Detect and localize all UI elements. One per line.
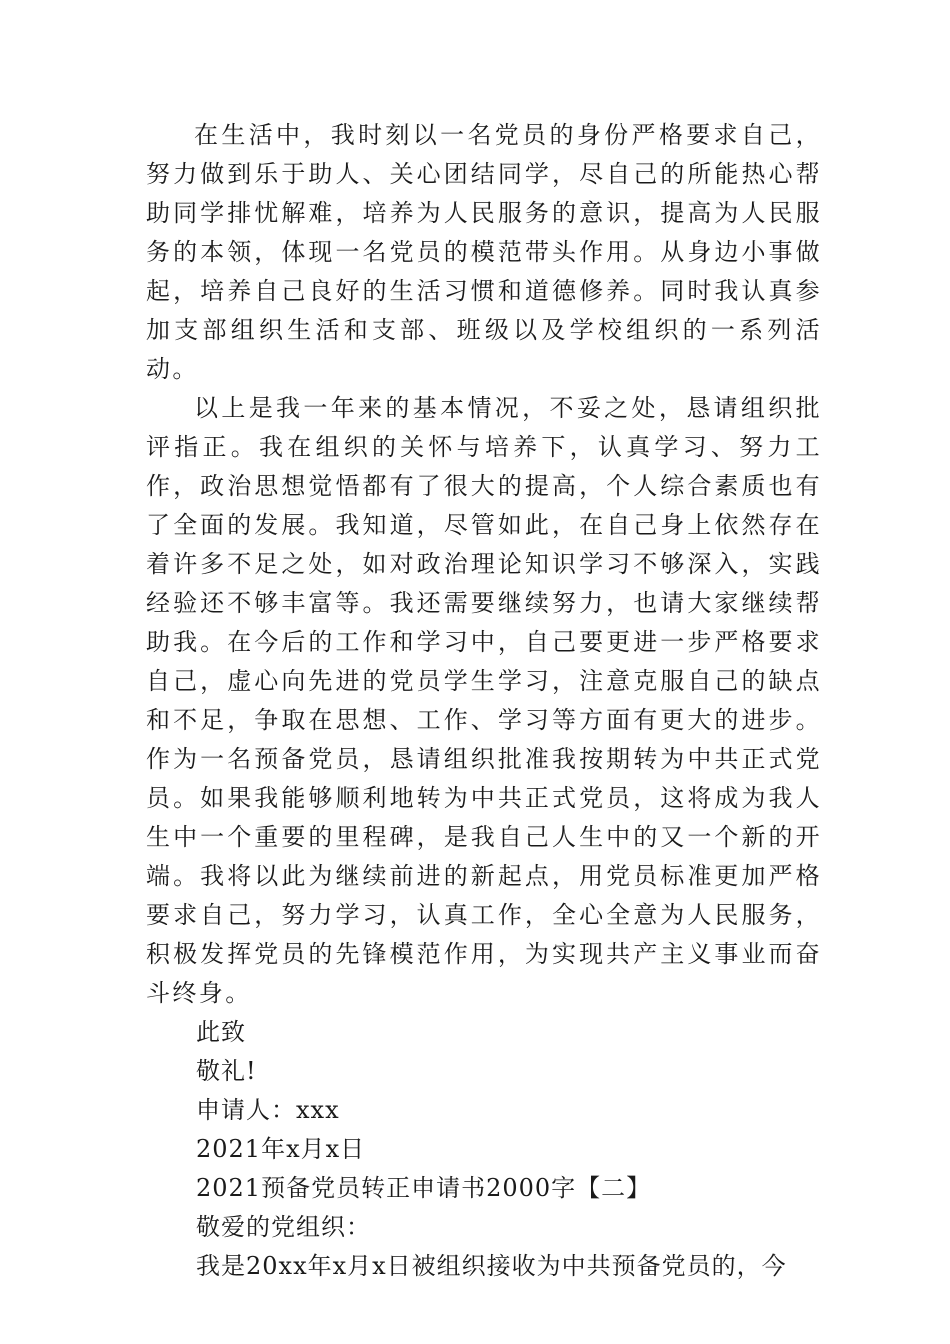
paragraph-life: 在生活中，我时刻以一名党员的身份严格要求自己，努力做到乐于助人、关心团结同学，尽自己的所能热心帮助同学排忧解难，培养为人民服务的意识，提高为人民服务的本领，体现一名党员的模范带头作用。从身边小事做起，培养自己良好的生活习惯和道德修养。同时我认真参加支部组织生活和支部、班级以及学校组织的一系列活动。: [146, 121, 822, 383]
section-title: 2021预备党员转正申请书2000字【二】: [196, 1174, 652, 1202]
paragraph-summary: 以上是我一年来的基本情况，不妥之处，恳请组织批评指正。我在组织的关怀与培养下，认真学习、努力工作，政治思想觉悟都有了很大的提高，个人综合素质也有了全面的发展。我知道，尽管如此，在自己身上依然存在着许多不足之处，如对政治理论知识学习不够深入，实践经验还不够丰富等。我还需要继续努力，也请大家继续帮助我。在今后的工作和学习中，自己要更进一步严格要求自己，虚心向先进的党员学生学习，注意克服自己的缺点和不足，争取在思想、工作、学习等方面有更大的进步。作为一名预备党员，恳请组织批准我按期转为中共正式党员。如果我能够顺利地转为中共正式党员，这将成为我人生中一个重要的里程碑，是我自己人生中的又一个新的开端。我将以此为继续前进的新起点，用党员标准更加严格要求自己，努力学习，认真工作，全心全意为人民服务，积极发挥党员的先锋模范作用，为实现共产主义事业而奋斗终身。: [146, 394, 822, 1007]
greeting-line: 敬爱的党组织：: [196, 1213, 371, 1241]
opening-line: 我是20xx年x月x日被组织接收为中共预备党员的，今: [196, 1252, 787, 1280]
salute-line: 敬礼!: [196, 1057, 257, 1085]
date-line: 2021年x月x日: [196, 1135, 366, 1163]
document-page: [146, 116, 822, 1286]
applicant-line: 申请人：xxx: [196, 1096, 340, 1124]
closing-line: 此致: [196, 1018, 246, 1046]
